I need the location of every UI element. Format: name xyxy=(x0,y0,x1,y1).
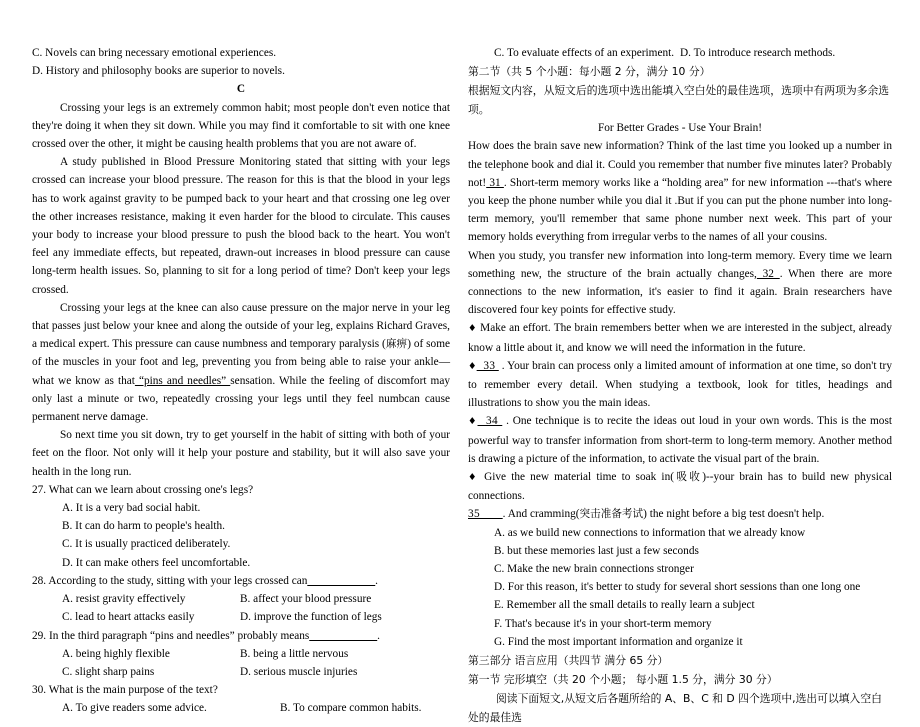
bullet-3-text: . One technique is to recite the ideas out loud in your own words. This is the most powerful way to transfer information from short-term to long-term memory. Another method is drawing a picture of the information, to activate the visual part of the brain. xyxy=(468,415,892,465)
q28-option-d[interactable]: D. improve the function of legs xyxy=(240,611,382,624)
prev-option-c: C. Novels can bring necessary emotional experiences. xyxy=(32,47,277,59)
cloze-bullet-1 xyxy=(468,319,892,356)
blank-34[interactable]: 34 xyxy=(477,415,503,428)
q29-option-b[interactable]: B. being a little nervous xyxy=(240,647,349,660)
bullet-2-text: . Your brain can process only a limited amount of information at one time, so don't try to remember every detail. When studying a textbook, look for titles, headings and illustrations to show you the main ideas. xyxy=(468,359,892,410)
q29-option-a[interactable]: A. being highly flexible xyxy=(62,647,170,660)
blank-35-text-b: ) the night before a big test doesn't help. xyxy=(643,508,825,521)
q30-option-c[interactable]: C. To evaluate effects of an experiment. xyxy=(494,47,675,59)
bullet-4-gloss-absorb: 吸收 xyxy=(674,471,703,484)
passage-paragraph-2: A study published in Blood Pressure Monitoring stated that sitting with your legs crossed can increase your blood pressure. The reason for this is that the blood in your legs has to work against gravity to be pumped back to your heart and that crossing one leg over the other increases resistance, making it even harder for the blood to circulate. This causes your body to increase your blood pressure to push the blood back to the heart. You won't feel any immediate effects, but repeated, drawn-out increases in blood pressure can cause long-term health issues. So, planning to sit for a long period of time? Don't keep your legs crossed. xyxy=(32,156,450,296)
passage-label-c: C xyxy=(236,83,246,96)
q28-option-a[interactable]: A. resist gravity effectively xyxy=(62,593,186,606)
para3-part1: Crossing your legs at the knee can also cause pressure on the major nerve in your leg that passes just below your knee and along the outside of your leg, explains Richard Graves, a medical expert. This pressure can cause numbness and temporary paralysis ( xyxy=(32,301,450,351)
cloze-paragraph-2 xyxy=(468,247,892,320)
blank-35-gloss-cramming: 突击准备考试 xyxy=(579,508,644,521)
q29-option-d[interactable]: D. serious muscle injuries xyxy=(240,665,358,678)
q28-number: 28. xyxy=(32,574,47,587)
q28-blank[interactable]: ____________ xyxy=(307,574,376,587)
passage-paragraph-3 xyxy=(32,299,450,426)
q27-option-b[interactable]: B. It can do harm to people's health. xyxy=(62,520,225,533)
blank-35-text-a: . And cramming( xyxy=(502,508,580,521)
para3-part3: sensation. While the feeling of discomfort may only last a minute or two, repeatedly crossing your legs until they feel numbcan cause permanent nerve damage. xyxy=(32,374,450,424)
blank-33[interactable]: 33 xyxy=(476,359,499,372)
q28-option-b[interactable]: B. affect your blood pressure xyxy=(240,593,372,606)
bullet-4-text-b: )--your brain has to build new physical connections. xyxy=(468,471,893,503)
q27-number: 27. xyxy=(32,483,47,496)
cloze-choice-c[interactable]: C. Make the new brain connections stronger xyxy=(494,563,694,576)
q27-option-a[interactable]: A. It is a very bad social habit. xyxy=(62,502,201,515)
prev-option-d: D. History and philosophy books are superior to novels. xyxy=(32,65,285,78)
para3-underlined-phrase: “pins and needles” xyxy=(134,374,231,387)
q30-option-a[interactable]: A. To give readers some advice. xyxy=(62,702,207,715)
cloze-bullet-4 xyxy=(468,468,892,505)
q29-number: 29. xyxy=(32,629,47,642)
cloze-passage-title: For Better Grades - Use Your Brain! xyxy=(597,122,763,135)
q30-options-row-2 xyxy=(468,44,892,62)
blank-32[interactable]: 32 xyxy=(756,267,780,280)
q30-options-row-1 xyxy=(32,699,450,717)
passage-paragraph-4: So next time you sit down, try to get yourself in the habit of sitting with both of your feet on the floor. Not only will it help your posture and stability, but it will also save your health in the long run. xyxy=(32,429,450,478)
q29-text: In the third paragraph “pins and needles” probably means xyxy=(48,629,310,642)
cloze-choice-b[interactable]: B. but these memories last just a few seconds xyxy=(494,544,699,557)
q29-stem-end: . xyxy=(377,629,380,642)
blank-35[interactable]: 35 xyxy=(468,508,503,521)
cloze-p1-a: How does the brain save new information? Think of the last time you looked up a number in the telephone book and dial it. Could you remember that number five minutes later? Probably not! xyxy=(468,140,892,189)
cloze-p1-b: . Short-term memory works like a “holding area” for new information ---that's where you keep the phone number while you dial it .But if you can put the phone number into long-term memory, you'll remember that same phone number next week. This part of your memory holds everything from irregular verbs to the names of all your cousins. xyxy=(468,176,892,244)
bullet-4-text-a: Give the new material time to soak in( xyxy=(484,471,674,484)
section-2-instruction: 根据短文内容，从短文后的选项中选出能填入空白处的最佳选项，选项中有两项为多余选项。 xyxy=(468,84,890,117)
diamond-bullet-icon: ♦ xyxy=(468,416,478,428)
bullet-1-text: Make an effort. The brain remembers better when we are interested in the subject, already know a little about it, and know we will need the information in the future. xyxy=(468,322,892,354)
section-2-header: 第二节（共 5 个小题：每小题 2 分，满分 10 分） xyxy=(468,65,711,79)
question-29-stem xyxy=(32,627,450,645)
cloze-choice-d[interactable]: D. For this reason, it's better to study for several short sessions than one long one xyxy=(494,581,861,594)
part-3-section-1-header: 第一节 完形填空（共 20 个小题； 每小题 1.5 分，满分 30 分） xyxy=(468,673,778,687)
question-27-stem xyxy=(32,481,450,499)
part-3-header: 第三部分 语言应用（共四节 满分 65 分） xyxy=(468,654,669,668)
right-column xyxy=(468,0,892,727)
q29-option-c[interactable]: C. slight sharp pains xyxy=(62,665,155,678)
q28-option-c[interactable]: C. lead to heart attacks easily xyxy=(62,611,195,624)
q29-options-row-2 xyxy=(32,663,450,681)
para3-gloss-paralysis: 麻痹 xyxy=(385,338,408,351)
cloze-bullet-3 xyxy=(468,412,892,468)
diamond-bullet-icon: ♦ xyxy=(468,323,477,335)
blank-31[interactable]: 31 xyxy=(486,176,504,189)
para3-part2: ) of some of the muscles in your foot and leg, preventing you from being able to raise your ankle—what we know as that xyxy=(32,338,451,387)
q27-option-c[interactable]: C. It is usually practiced deliberately. xyxy=(62,538,231,551)
cloze-choice-g[interactable]: G. Find the most important information and organize it xyxy=(494,635,743,648)
question-30-stem xyxy=(32,681,450,699)
cloze-choice-a[interactable]: A. as we build new connections to information that we already know xyxy=(494,526,806,539)
q30-number: 30. xyxy=(32,684,47,697)
cloze-bullet-2 xyxy=(468,357,892,413)
passage-paragraph-1: Crossing your legs is an extremely common habit; most people don't even notice that they're doing it when they sit down. While you may find it comfortable to sit with one knee crossed over the other, it might be causing health problems that you are not aware of. xyxy=(32,101,450,151)
q29-options-row-1 xyxy=(32,645,450,663)
q28-options-row-1 xyxy=(32,590,450,608)
cloze-blank-35-line xyxy=(468,505,892,523)
cloze-paragraph-1 xyxy=(468,137,892,246)
q27-option-d[interactable]: D. It can make others feel uncomfortable. xyxy=(62,556,251,569)
question-28-stem xyxy=(32,572,450,590)
q30-option-b[interactable]: B. To compare common habits. xyxy=(280,702,422,715)
q28-text: According to the study, sitting with your legs crossed can xyxy=(48,574,308,587)
left-column xyxy=(32,0,450,718)
diamond-bullet-icon: ♦ xyxy=(468,472,479,484)
q28-options-row-2 xyxy=(32,608,450,626)
part-3-section-1-instruction: 阅读下面短文,从短文后各题所给的 A、B、C 和 D 四个选项中,选出可以填入空白处的最佳选 xyxy=(468,692,882,725)
cloze-p2-a: When you study, you transfer new information into long-term memory. Every time we learn something new, the structure of the brain actually changes, xyxy=(468,249,892,280)
q30-text: What is the main purpose of the text? xyxy=(48,684,218,697)
q29-blank[interactable]: ____________ xyxy=(309,629,378,642)
cloze-p2-b: . When there are more connections to the new information, it's easier to find it again. Brain researchers have discovered four key points for effective study. xyxy=(468,267,892,317)
cloze-choice-f[interactable]: F. That's because it's in your short-term memory xyxy=(494,617,712,630)
q30-option-d[interactable]: D. To introduce research methods. xyxy=(680,47,836,59)
q28-stem-end: . xyxy=(375,574,378,587)
q27-text: What can we learn about crossing one's legs? xyxy=(48,483,254,496)
diamond-bullet-icon: ♦ xyxy=(468,360,477,372)
cloze-choice-e[interactable]: E. Remember all the small details to really learn a subject xyxy=(494,599,755,612)
